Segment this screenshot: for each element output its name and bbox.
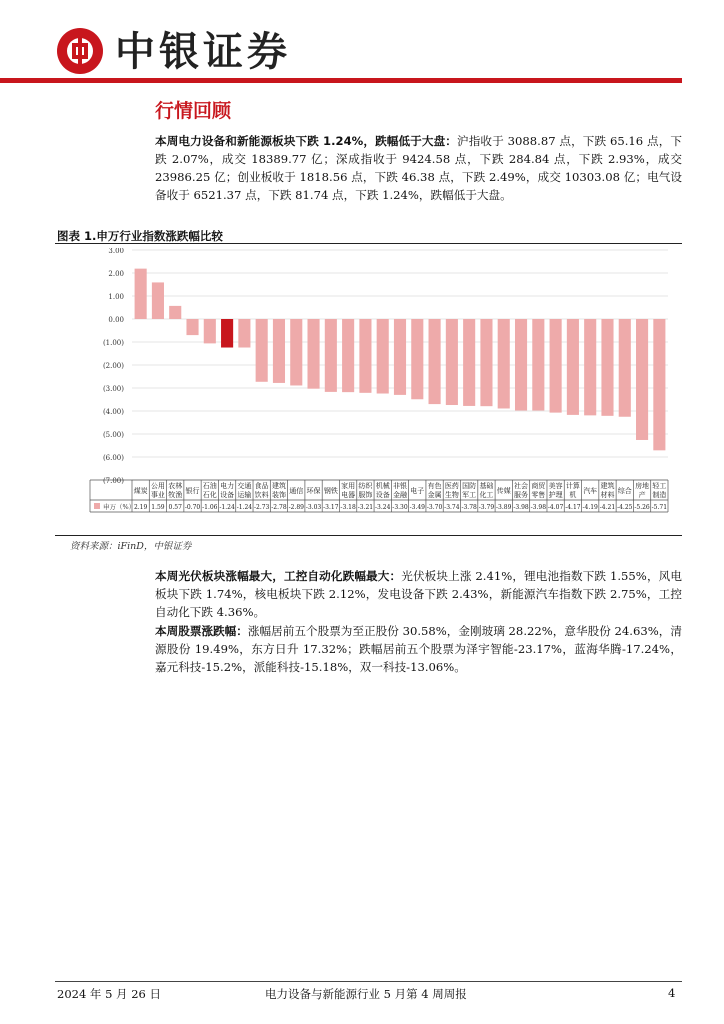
- bar: [256, 319, 268, 382]
- bar: [463, 319, 475, 406]
- data-label: -3.89: [496, 504, 512, 511]
- data-label: -2.78: [271, 504, 287, 511]
- page-header: [0, 0, 724, 90]
- x-tick-label: 钢铁: [323, 487, 338, 495]
- header-rule-left: [0, 78, 55, 83]
- data-label: -2.73: [253, 504, 270, 511]
- data-label: -4.17: [565, 504, 581, 511]
- data-label: -3.98: [530, 504, 547, 511]
- data-label: -4.25: [617, 504, 633, 511]
- x-tick-label: 煤炭: [133, 487, 148, 495]
- figure-title: 图表 1.申万行业指数涨跌幅比较: [57, 229, 223, 243]
- bar: [446, 319, 458, 405]
- y-tick-label: (2.00): [102, 362, 124, 370]
- bar: [290, 319, 302, 385]
- x-tick-label: 农林牧渔: [168, 482, 183, 499]
- bar: [377, 319, 389, 394]
- x-tick-label: 环保: [306, 487, 321, 495]
- x-tick-label: 银行: [185, 487, 200, 495]
- brand-name: 中银证券: [115, 29, 291, 75]
- paragraph-body: 光伏板块上涨 2.41%，锂电池指数下跌 1.55%，风电板块下跌 1.74%，核电板块下跌 2.12%，发电设备下跌 2.43%，新能源汽车指数下跌 2.75%，工控自动化下跌 4.36%。: [155, 569, 682, 619]
- bar: [273, 319, 285, 383]
- data-label: -3.03: [305, 504, 322, 511]
- figure-bottom-rule: [55, 535, 682, 536]
- bar: [325, 319, 337, 392]
- y-tick-label: (5.00): [102, 431, 124, 439]
- bar: [515, 319, 527, 411]
- data-label: -3.70: [426, 504, 443, 511]
- x-tick-label: 房地产: [635, 482, 650, 499]
- data-label: -3.17: [323, 504, 339, 511]
- x-tick-label: 机械设备: [375, 482, 390, 499]
- paragraph-market-review: [155, 132, 682, 204]
- y-tick-label: 3.00: [108, 248, 124, 255]
- paragraph-body: 沪指收于 3088.87 点，下跌 65.16 点，下跌 2.07%，成交 18389.77 亿；深成指收于 9424.58 点，下跌 284.84 点，下跌 2.93%，成交 23986.25 亿；创业板收于 1818.56 点，下跌 46.38 点，下跌 2.49%，成交 10303.08 亿；电气设备收于 6521.37 点，下跌 81.74 点，下跌 1.24%，跌幅低于大盘。: [155, 134, 682, 202]
- x-tick-label: 医药生物: [444, 482, 459, 499]
- data-label: -1.24: [219, 504, 235, 511]
- industry-bar-chart: [60, 248, 676, 516]
- section-title: 行情回顾: [155, 100, 232, 122]
- y-tick-label: (3.00): [102, 385, 124, 393]
- paragraph-lead: 本周电力设备和新能源板块下跌 1.24%，跌幅低于大盘：: [155, 134, 458, 148]
- x-tick-label: 美容护理: [548, 482, 563, 499]
- bar: [429, 319, 441, 404]
- data-label: -1.24: [236, 504, 253, 511]
- paragraph-lead: 本周股票涨跌幅：: [155, 624, 248, 638]
- x-tick-label: 综合: [617, 487, 632, 495]
- bar: [601, 319, 613, 416]
- data-label: -0.70: [184, 504, 201, 511]
- bar: [567, 319, 579, 415]
- data-label: -5.26: [634, 504, 650, 511]
- x-tick-label: 基础化工: [479, 482, 494, 499]
- data-label: 2.19: [133, 504, 148, 511]
- footer-report-title: 电力设备与新能源行业 5 月第 4 周周报: [265, 987, 467, 1001]
- x-tick-label: 商贸零售: [531, 482, 546, 499]
- data-label: -3.49: [409, 504, 425, 511]
- y-tick-label: (1.00): [102, 339, 124, 347]
- bar: [584, 319, 596, 415]
- x-tick-label: 交通运输: [237, 482, 252, 499]
- data-label: -3.79: [478, 504, 495, 511]
- bar: [550, 319, 562, 413]
- bar: [238, 319, 250, 348]
- bar: [342, 319, 354, 392]
- x-tick-label: 有色金属: [427, 482, 442, 499]
- bar: [307, 319, 319, 389]
- bar: [152, 282, 164, 319]
- x-tick-label: 家用电器: [341, 482, 356, 499]
- bar: [480, 319, 492, 406]
- data-label: -3.21: [357, 504, 374, 511]
- bar: [532, 319, 544, 411]
- data-label: -3.78: [461, 504, 477, 511]
- x-tick-label: 食品饮料: [254, 482, 269, 499]
- bar: [204, 319, 216, 343]
- bar: [221, 319, 233, 348]
- footer-date: 2024 年 5 月 26 日: [57, 987, 161, 1001]
- data-label: -3.30: [392, 504, 408, 511]
- data-label: -5.71: [651, 504, 668, 511]
- x-tick-label: 非银金融: [393, 482, 407, 499]
- data-label: -3.74: [444, 504, 460, 511]
- x-tick-label: 石油石化: [202, 482, 217, 499]
- paragraph-sector-performance: [155, 567, 682, 621]
- legend-swatch: [94, 503, 100, 509]
- paragraph-lead: 本周光伏板块涨幅最大，工控自动化跌幅最大：: [155, 569, 402, 583]
- y-tick-label: (7.00): [102, 477, 124, 485]
- data-label: -4.07: [547, 504, 564, 511]
- data-label: -1.06: [202, 504, 218, 511]
- data-label: 1.59: [151, 504, 165, 511]
- legend-label: 申万（%）: [103, 503, 136, 511]
- page-number: 4: [668, 986, 676, 1000]
- x-tick-label: 传媒: [496, 487, 511, 495]
- header-rule: [55, 78, 682, 83]
- y-tick-label: 2.00: [108, 270, 124, 278]
- data-label: -3.24: [375, 504, 391, 511]
- bar: [636, 319, 648, 440]
- x-tick-label: 建筑装饰: [271, 482, 286, 499]
- data-label: -4.21: [599, 504, 616, 511]
- bar: [186, 319, 198, 335]
- x-tick-label: 国防军工: [462, 482, 477, 499]
- bar: [169, 306, 181, 319]
- x-tick-label: 电力设备: [220, 482, 235, 499]
- data-label: -3.98: [513, 504, 529, 511]
- footer-rule: [55, 981, 682, 982]
- x-tick-label: 建筑材料: [600, 482, 615, 499]
- x-tick-label: 计算机: [565, 482, 580, 499]
- bar: [498, 319, 510, 408]
- data-label: -4.19: [582, 504, 598, 511]
- bar: [135, 269, 147, 319]
- y-tick-label: (4.00): [102, 408, 124, 416]
- x-tick-label: 社会服务: [514, 482, 529, 499]
- data-label: -3.18: [340, 504, 356, 511]
- x-tick-label: 轻工制造: [652, 482, 667, 499]
- x-tick-label: 汽车: [583, 487, 598, 495]
- y-tick-label: 1.00: [108, 293, 124, 301]
- bar: [653, 319, 665, 450]
- y-tick-label: 0.00: [108, 316, 124, 324]
- figure-source: 资料来源：iFinD，中银证券: [70, 541, 192, 552]
- x-tick-label: 公用事业: [150, 482, 165, 499]
- x-tick-label: 电子: [410, 487, 425, 495]
- bar: [411, 319, 423, 399]
- y-tick-label: (6.00): [102, 454, 124, 462]
- data-label: -2.89: [288, 504, 304, 511]
- bar: [619, 319, 631, 417]
- paragraph-stock-performance: [155, 622, 682, 676]
- paragraph-body: 涨幅居前五个股票为至正股份 30.58%，金刚玻璃 28.22%，意华股份 24.63%，清源股份 19.49%，东方日升 17.32%；跌幅居前五个股票为泽宇智能-23.17%，蓝海华腾-17.24%，嘉元科技-15.2%，派能科技-15.18%，双一科技-13.06%。: [155, 624, 682, 674]
- figure-top-rule: [55, 243, 682, 244]
- data-label: 0.57: [168, 504, 182, 511]
- bank-of-china-logo-icon: [57, 28, 103, 74]
- bar: [359, 319, 371, 393]
- x-tick-label: 通信: [289, 487, 304, 495]
- bar: [394, 319, 406, 395]
- x-tick-label: 纺织服饰: [358, 482, 373, 499]
